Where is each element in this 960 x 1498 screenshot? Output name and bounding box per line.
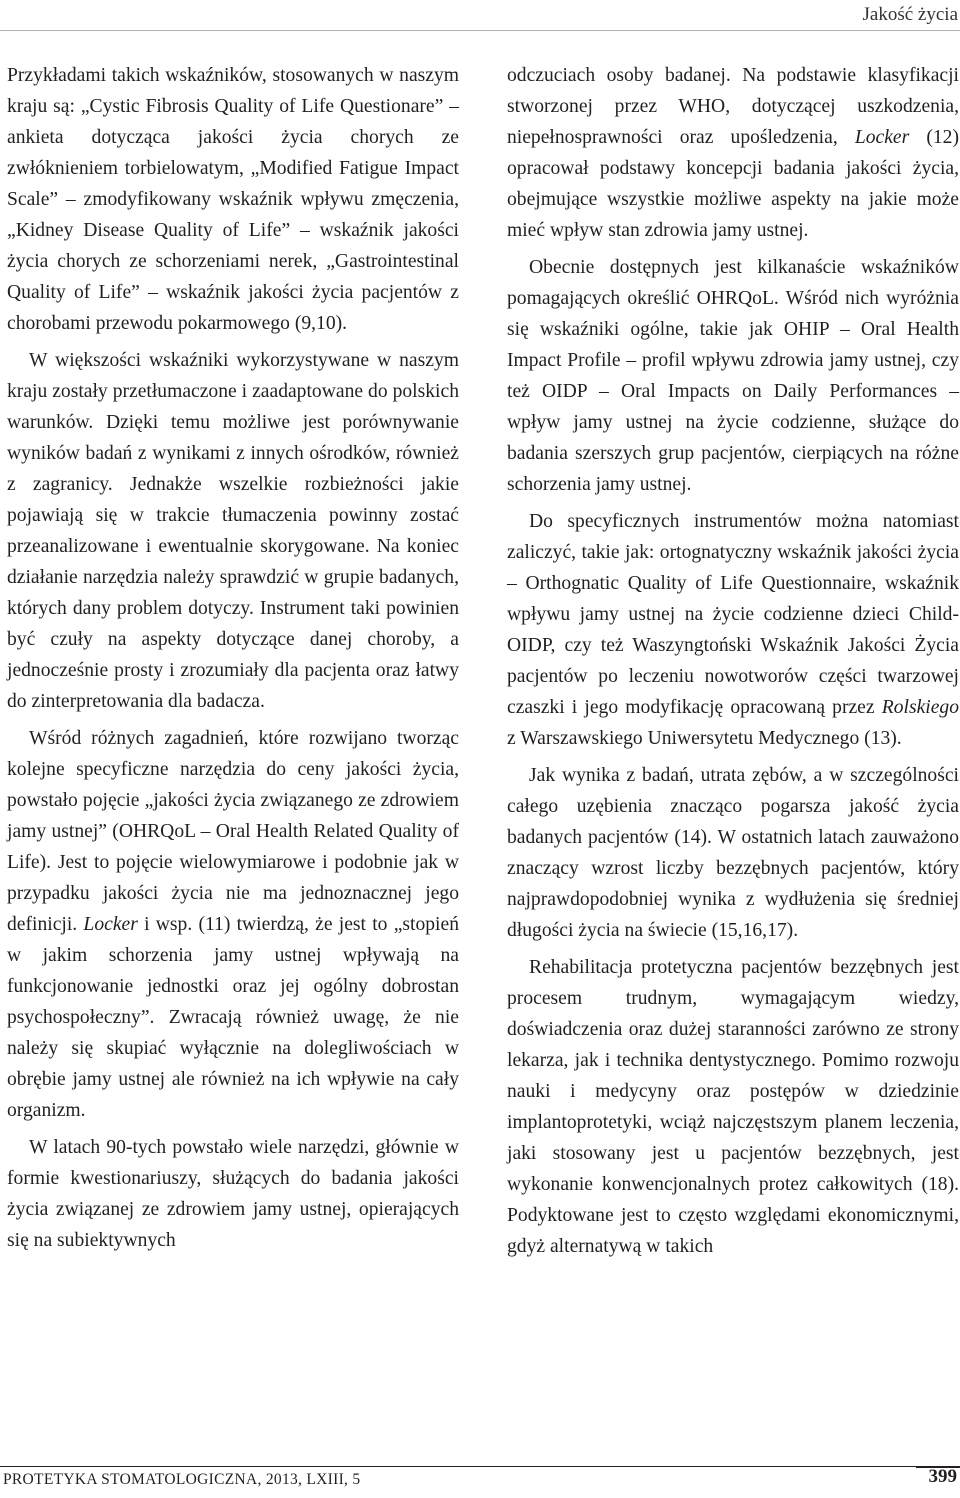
paragraph: W większości wskaźniki wykorzystywane w naszym kraju zostały przetłumaczone i zaadaptowane do polskich warunków. Dzięki temu możliwe jest porównywanie wyników badań z wynikami z innych ośrodków, również z zagranicy. Jednakże wszelkie rozbieżności jakie pojawiają się w trakcie tłumaczenia powinny zostać przeanalizowane i ewentualnie skorygowane. Na koniec działanie narzędzia należy sprawdzić w grupie badanych, których dany problem dotyczy. Instrument taki powinien być czuły na aspekty dotyczące danej choroby, a jednocześnie prosty i zrozumiały dla pacjenta oraz łatwy do zinterpretowania dla badacza. xyxy=(7,350,459,712)
paragraph: Obecnie dostępnych jest kilkanaście wskaźników pomagających określić OHRQoL. Wśród nich wyróżnia się wskaźniki ogólne, takie jak OHIP – Oral Health Impact Profile – profil wpływu zdrowia jamy ustnej, czy też OIDP – Oral Impacts on Daily Performances – wpływ jamy ustnej na życie codzienne, służące do badania szerszych grup pacjentów, cierpiących na różne schorzenia jamy ustnej. xyxy=(507,257,959,495)
author-name: Locker xyxy=(83,914,138,935)
author-name: Locker xyxy=(854,127,910,148)
running-title: Jakość życia xyxy=(862,4,958,25)
text-run: i wsp. (11) twierdzą, że jest to „stopień w jakim schorzenia jamy ustnej wpływają na funkcjonowanie jednostki oraz jej ogólny dobrostan psychospołeczny”. Zwracają również uwagę, że nie należy się skupiać wyłącznie na dolegliwościach w obrębie jamy ustnej ale również na ich wpływie na cały organizm. xyxy=(7,914,459,1121)
text-run: (12) opracował podstawy koncepcji badania jakości życia, obejmujące wszystkie możliwe aspekty na jakie może mieć wpływ stan zdrowia jamy ustnej. xyxy=(507,127,959,241)
author-name: Rolskiego xyxy=(881,697,959,718)
right-column xyxy=(507,60,959,1262)
header-rule xyxy=(0,30,960,31)
paragraph: Jak wynika z badań, utrata zębów, a w szczególności całego uzębienia znacząco pogarsza jakość życia badanych pacjentów (14). W ostatnich latach zauważono znaczący wzrost liczby bezzębnych pacjentów, który najprawdopodobniej wynika z wydłużenia się średniej długości życia na świecie (15,16,17). xyxy=(507,765,959,941)
paragraph: W latach 90-tych powstało wiele narzędzi, głównie w formie kwestionariuszy, służących do badania jakości życia związanej ze zdrowiem jamy ustnej, opierających się na subiektywnych xyxy=(7,1137,459,1251)
text-run: Wśród różnych zagadnień, które rozwijano tworząc kolejne specyficzne narzędzia do ceny jakości życia, powstało pojęcie „jakości życia związanego ze zdrowiem jamy ustnej” (OHRQoL – Oral Health Related Quality of Life). Jest to pojęcie wielowymiarowe i podobnie jak w przypadku jakości życia nie ma jednoznacznej jego definicji. xyxy=(7,728,459,935)
paragraph xyxy=(7,723,459,1126)
paragraph xyxy=(507,60,959,246)
text-run: Do specyficznych instrumentów można natomiast zaliczyć, takie jak: ortognatyczny wskaźnik jakości życia – Orthognatic Quality of Life Questionnaire, wskaźnik wpływu jamy ustnej na życie codzienne dzieci Child-OIDP, czy też Waszyngtoński Wskaźnik Jakości Życia pacjentów po leczeniu nowotworów części twarzowej czaszki i jego modyfikację opracowaną przez xyxy=(507,511,959,718)
paragraph: Przykładami takich wskaźników, stosowanych w naszym kraju są: „Cystic Fibrosis Quality of Life Questionare” – ankieta dotycząca jakości życia chorych ze zwłóknieniem torbielowatym, „Modified Fatigue Impact Scale” – zmodyfikowany wskaźnik wpływu zmęczenia, „Kidney Disease Quality of Life” – wskaźnik jakości życia chorych ze schorzeniami nerek, „Gastrointestinal Quality of Life” – wskaźnik jakości życia pacjentów z chorobami przewodu pokarmowego (9,10). xyxy=(7,65,459,334)
text-run: odczuciach osoby badanej. Na podstawie klasyfikacji stworzonej przez WHO, dotyczącej uszkodzenia, niepełnosprawności oraz upośledzenia, xyxy=(507,65,959,148)
journal-citation: PROTETYKA STOMATOLOGICZNA, 2013, LXIII, 5 xyxy=(3,1471,361,1488)
footer-rule xyxy=(0,1466,960,1467)
paragraph xyxy=(507,506,959,754)
text-run: z Warszawskiego Uniwersytetu Medycznego (13). xyxy=(507,728,902,749)
page-number: 399 xyxy=(928,1466,957,1487)
left-column xyxy=(7,60,459,1256)
paragraph: Rehabilitacja protetyczna pacjentów bezzębnych jest procesem trudnym, wymagającym wiedzy, doświadczenia oraz dużej staranności zarówno ze strony lekarza, jak i technika dentystycznego. Pomimo rozwoju nauki i medycyny oraz postępów w dziedzinie implantoprotetyki, wciąż najczęstszym planem leczenia, jaki stosowany jest u pacjentów bezzębnych, jest wykonanie konwencjonalnych protez całkowitych (18). Podyktowane jest to często względami ekonomicznymi, gdyż alternatywą w takich xyxy=(507,957,959,1257)
